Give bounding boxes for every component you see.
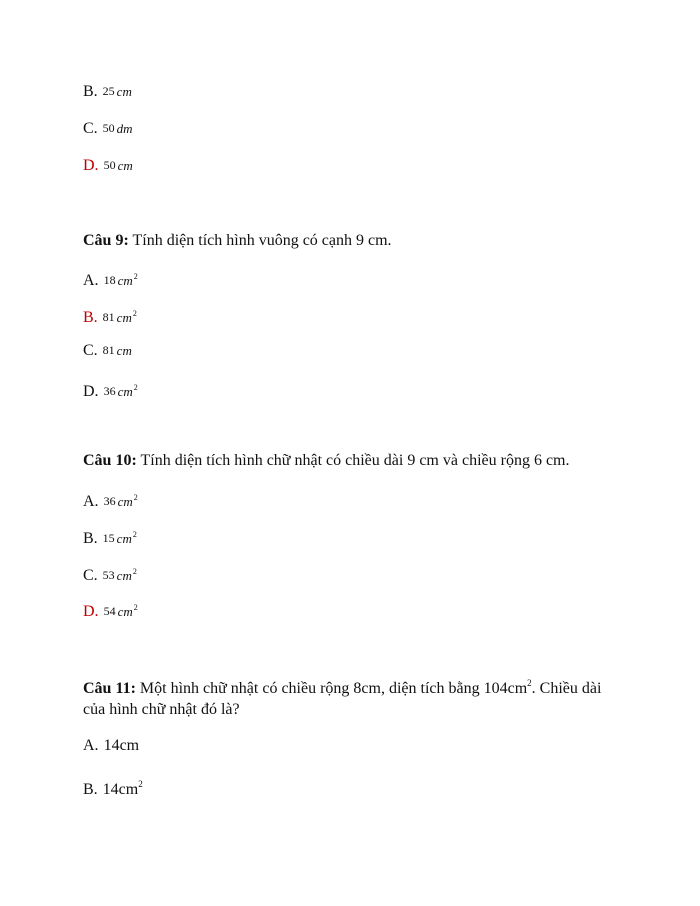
- question-label: Câu 10:: [83, 452, 137, 469]
- option-letter: A.: [83, 272, 99, 289]
- option-letter-correct: D.: [83, 157, 99, 174]
- question-text: Tính diện tích hình vuông có cạnh 9 cm.: [132, 232, 392, 249]
- option-value: 53: [102, 568, 115, 582]
- option-letter: A.: [83, 737, 99, 754]
- option-letter-correct: B.: [83, 309, 98, 326]
- q11-option-a: [83, 736, 139, 756]
- q9-option-d: [83, 378, 138, 402]
- option-sup: 2: [133, 603, 138, 612]
- option-letter: C.: [83, 567, 98, 584]
- option-unit: cm: [117, 158, 133, 173]
- option-letter: A.: [83, 493, 99, 510]
- option-letter: C.: [83, 342, 98, 359]
- option-unit: cm: [116, 343, 132, 358]
- q10-option-d: [83, 598, 138, 622]
- option-value: 36: [103, 494, 116, 508]
- prev-option-d: [83, 156, 133, 176]
- option-unit: cm: [116, 310, 132, 325]
- option-unit: cm: [117, 273, 133, 288]
- option-sup: 2: [132, 567, 137, 576]
- q11-option-b: [83, 774, 143, 800]
- option-sup: 2: [133, 383, 138, 392]
- option-letter: B.: [83, 781, 98, 798]
- option-sup: 2: [133, 272, 138, 281]
- question-text: Tính diện tích hình chữ nhật có chiều dài 9 cm và chiều rộng 6 cm.: [140, 452, 570, 469]
- question-text-sup: 2: [527, 678, 532, 688]
- q9-option-c: [83, 341, 132, 361]
- option-unit: cm: [116, 568, 132, 583]
- option-unit: cm: [117, 604, 133, 619]
- option-value: 50: [102, 121, 115, 135]
- question-text: của hình chữ nhật đó là?: [83, 701, 240, 718]
- question-text: Một hình chữ nhật có chiều rộng 8cm, diện tích bằng 104cm: [139, 680, 528, 697]
- option-letter: D.: [83, 383, 99, 400]
- option-unit: cm: [116, 531, 132, 546]
- option-unit: cm: [117, 384, 133, 399]
- option-letter: B.: [83, 530, 98, 547]
- option-letter-correct: D.: [83, 603, 99, 620]
- option-sup: 2: [132, 530, 137, 539]
- q10-option-a: [83, 488, 138, 512]
- option-value: 25: [102, 84, 115, 98]
- option-value: 18: [103, 273, 116, 287]
- option-value: 54: [103, 604, 116, 618]
- option-value: 81: [102, 310, 115, 324]
- question-text-cont: . Chiều dài: [531, 680, 602, 697]
- q9-option-a: [83, 267, 138, 291]
- prev-option-c: [83, 119, 133, 139]
- option-sup: 2: [132, 309, 137, 318]
- option-letter: C.: [83, 120, 98, 137]
- question-label: Câu 11:: [83, 680, 136, 697]
- option-value: 81: [102, 343, 115, 357]
- q9-option-b: [83, 304, 137, 328]
- option-sup: 2: [138, 779, 143, 789]
- question-11-line2: [83, 700, 240, 720]
- option-value: 14cm: [102, 781, 139, 798]
- option-value: 15: [102, 531, 115, 545]
- option-value: 36: [103, 384, 116, 398]
- question-11: [83, 673, 601, 699]
- question-10: [83, 451, 570, 471]
- question-label: Câu 9:: [83, 232, 129, 249]
- q10-option-c: [83, 562, 137, 586]
- option-value: 14cm: [103, 737, 140, 754]
- option-value: 50: [103, 158, 116, 172]
- option-unit: dm: [116, 121, 133, 136]
- option-unit: cm: [117, 494, 133, 509]
- question-9: [83, 231, 392, 251]
- prev-option-b: [83, 82, 132, 102]
- option-unit: cm: [116, 84, 132, 99]
- option-sup: 2: [133, 493, 138, 502]
- q10-option-b: [83, 525, 137, 549]
- option-letter: B.: [83, 83, 98, 100]
